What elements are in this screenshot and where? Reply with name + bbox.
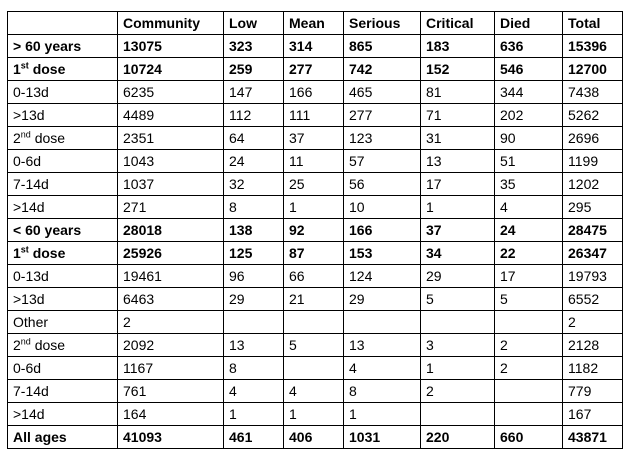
table-cell: 1167	[118, 357, 224, 380]
table-cell: 57	[344, 150, 421, 173]
table-cell: 1043	[118, 150, 224, 173]
table-cell: 865	[344, 35, 421, 58]
table-cell: 461	[224, 426, 284, 449]
table-cell: 465	[344, 81, 421, 104]
table-cell: 1	[421, 196, 495, 219]
row-label: 7-14d	[13, 383, 49, 399]
table-cell	[495, 380, 563, 403]
table-cell: 17	[495, 265, 563, 288]
table-container	[7, 11, 622, 449]
table-cell: 406	[284, 426, 344, 449]
row-label: 1	[13, 61, 21, 77]
row-label-cell	[8, 403, 118, 426]
header-cell: Died	[495, 12, 563, 35]
table-cell: 112	[224, 104, 284, 127]
row-label-cell	[8, 426, 118, 449]
row-label: All ages	[13, 429, 67, 445]
table-cell: 1	[224, 403, 284, 426]
table-cell: 22	[495, 242, 563, 265]
table-cell: 220	[421, 426, 495, 449]
table-row	[8, 265, 623, 288]
row-label: 0-6d	[13, 360, 42, 376]
table-cell: 17	[421, 173, 495, 196]
row-label: 7-14d	[13, 176, 49, 192]
table-cell: 636	[495, 35, 563, 58]
table-cell: 71	[421, 104, 495, 127]
table-cell: 7438	[563, 81, 623, 104]
table-row	[8, 219, 623, 242]
table-cell: 546	[495, 58, 563, 81]
row-label-cell	[8, 334, 118, 357]
table-cell: 12700	[563, 58, 623, 81]
row-label-cell	[8, 265, 118, 288]
row-label-cell	[8, 242, 118, 265]
table-cell: 34	[421, 242, 495, 265]
table-cell: 29	[344, 288, 421, 311]
table-cell: 271	[118, 196, 224, 219]
row-label: 1	[13, 245, 21, 261]
table-cell: 25	[284, 173, 344, 196]
row-label-cell	[8, 81, 118, 104]
table-cell: 51	[495, 150, 563, 173]
table-cell: 2	[495, 334, 563, 357]
table-cell: 66	[284, 265, 344, 288]
header-cell: Critical	[421, 12, 495, 35]
table-row	[8, 81, 623, 104]
table-cell: 10	[344, 196, 421, 219]
table-cell: 28475	[563, 219, 623, 242]
table-cell: 37	[284, 127, 344, 150]
table-cell: 1	[421, 357, 495, 380]
table-row	[8, 426, 623, 449]
table-row	[8, 104, 623, 127]
table-cell: 761	[118, 380, 224, 403]
table-cell: 5262	[563, 104, 623, 127]
header-cell: Serious	[344, 12, 421, 35]
table-cell: 2128	[563, 334, 623, 357]
table-cell: 2696	[563, 127, 623, 150]
table-cell: 13	[421, 150, 495, 173]
table-row	[8, 288, 623, 311]
table-cell: 2	[495, 357, 563, 380]
table-cell: 742	[344, 58, 421, 81]
table-row	[8, 150, 623, 173]
table-cell: 24	[495, 219, 563, 242]
table-cell: 153	[344, 242, 421, 265]
header-cell: Low	[224, 12, 284, 35]
table-cell: 10724	[118, 58, 224, 81]
table-cell: 4	[344, 357, 421, 380]
table-row	[8, 334, 623, 357]
table-cell: 183	[421, 35, 495, 58]
table-cell: 13075	[118, 35, 224, 58]
table-cell	[284, 357, 344, 380]
table-cell: 138	[224, 219, 284, 242]
row-label-suffix: dose	[28, 61, 66, 77]
table-cell: 344	[495, 81, 563, 104]
table-cell: 259	[224, 58, 284, 81]
table-cell: 4489	[118, 104, 224, 127]
header-cell: Total	[563, 12, 623, 35]
table-cell	[495, 403, 563, 426]
row-label: 2	[13, 337, 21, 353]
table-cell: 92	[284, 219, 344, 242]
table-cell: 166	[284, 81, 344, 104]
table-cell: 90	[495, 127, 563, 150]
table-cell: 111	[284, 104, 344, 127]
table-cell: 323	[224, 35, 284, 58]
table-cell: 277	[344, 104, 421, 127]
row-label-cell	[8, 127, 118, 150]
row-label-cell	[8, 357, 118, 380]
table-cell: 64	[224, 127, 284, 150]
table-cell: 13	[224, 334, 284, 357]
table-cell: 125	[224, 242, 284, 265]
table-cell: 4	[495, 196, 563, 219]
row-label: 2	[13, 130, 21, 146]
table-row	[8, 242, 623, 265]
table-cell: 25926	[118, 242, 224, 265]
row-label: >14d	[13, 406, 45, 422]
table-cell: 35	[495, 173, 563, 196]
row-label: > 60 years	[13, 38, 82, 54]
table-cell: 5	[284, 334, 344, 357]
table-cell: 1199	[563, 150, 623, 173]
table-cell: 1037	[118, 173, 224, 196]
row-label-cell	[8, 150, 118, 173]
table-cell: 26347	[563, 242, 623, 265]
table-cell: 1202	[563, 173, 623, 196]
table-cell: 11	[284, 150, 344, 173]
table-cell: 32	[224, 173, 284, 196]
table-cell: 1031	[344, 426, 421, 449]
table-row	[8, 127, 623, 150]
table-row	[8, 173, 623, 196]
row-label: >13d	[13, 291, 45, 307]
table-cell: 15396	[563, 35, 623, 58]
table-cell: 21	[284, 288, 344, 311]
table-cell: 87	[284, 242, 344, 265]
table-cell: 8	[224, 196, 284, 219]
table-cell: 2092	[118, 334, 224, 357]
row-label: < 60 years	[13, 222, 82, 238]
table-cell: 123	[344, 127, 421, 150]
table-cell: 5	[495, 288, 563, 311]
table-cell: 164	[118, 403, 224, 426]
table-body	[8, 35, 623, 449]
row-label-ordinal-suffix: st	[20, 244, 29, 255]
table-cell	[421, 403, 495, 426]
header-cell: Community	[118, 12, 224, 35]
header-cell: Mean	[284, 12, 344, 35]
table-cell	[284, 311, 344, 334]
table-cell: 1	[284, 196, 344, 219]
row-label-ordinal-suffix: nd	[20, 336, 31, 347]
row-label-cell	[8, 311, 118, 334]
row-label-suffix: dose	[30, 130, 66, 146]
table-cell: 28018	[118, 219, 224, 242]
table-cell: 2351	[118, 127, 224, 150]
table-cell: 81	[421, 81, 495, 104]
table-row	[8, 35, 623, 58]
table-cell: 4	[224, 380, 284, 403]
table-cell: 19461	[118, 265, 224, 288]
table-cell: 41093	[118, 426, 224, 449]
table-row	[8, 357, 623, 380]
row-label: 0-6d	[13, 153, 42, 169]
table-cell: 2	[118, 311, 224, 334]
table-cell: 8	[344, 380, 421, 403]
row-label: >14d	[13, 199, 45, 215]
table-cell: 202	[495, 104, 563, 127]
header-row	[8, 12, 623, 35]
table-cell: 6463	[118, 288, 224, 311]
row-label-ordinal-suffix: st	[20, 60, 29, 71]
table-cell: 147	[224, 81, 284, 104]
row-label: 0-13d	[13, 84, 49, 100]
row-label-cell	[8, 196, 118, 219]
table-cell: 314	[284, 35, 344, 58]
table-cell: 56	[344, 173, 421, 196]
row-label-cell	[8, 58, 118, 81]
table-cell: 1	[284, 403, 344, 426]
table-cell: 13	[344, 334, 421, 357]
table-cell: 19793	[563, 265, 623, 288]
table-cell: 29	[421, 265, 495, 288]
table-cell: 6235	[118, 81, 224, 104]
table-cell: 124	[344, 265, 421, 288]
table-cell	[344, 311, 421, 334]
row-label-cell	[8, 219, 118, 242]
table-cell: 31	[421, 127, 495, 150]
table-cell: 24	[224, 150, 284, 173]
table-row	[8, 311, 623, 334]
row-label-cell	[8, 380, 118, 403]
table-header	[8, 12, 623, 35]
table-cell: 167	[563, 403, 623, 426]
row-label-suffix: dose	[28, 245, 66, 261]
table-cell: 1	[344, 403, 421, 426]
vaccination-outcomes-table	[7, 11, 623, 449]
row-label-cell	[8, 35, 118, 58]
table-cell	[495, 311, 563, 334]
table-cell: 3	[421, 334, 495, 357]
table-cell: 8	[224, 357, 284, 380]
table-row	[8, 403, 623, 426]
table-cell: 1182	[563, 357, 623, 380]
row-label: 0-13d	[13, 268, 49, 284]
table-cell: 29	[224, 288, 284, 311]
row-label-cell	[8, 173, 118, 196]
table-cell: 2	[421, 380, 495, 403]
header-cell-blank	[8, 12, 118, 35]
table-cell: 295	[563, 196, 623, 219]
table-cell: 2	[563, 311, 623, 334]
table-cell: 37	[421, 219, 495, 242]
table-cell: 4	[284, 380, 344, 403]
row-label-cell	[8, 288, 118, 311]
table-row	[8, 196, 623, 219]
table-cell: 43871	[563, 426, 623, 449]
table-cell: 277	[284, 58, 344, 81]
row-label: >13d	[13, 107, 45, 123]
row-label-suffix: dose	[30, 337, 66, 353]
table-cell: 5	[421, 288, 495, 311]
table-cell	[224, 311, 284, 334]
table-cell: 166	[344, 219, 421, 242]
row-label-cell	[8, 104, 118, 127]
table-cell: 6552	[563, 288, 623, 311]
table-row	[8, 58, 623, 81]
table-cell	[421, 311, 495, 334]
table-cell: 152	[421, 58, 495, 81]
row-label: Other	[13, 314, 49, 330]
table-cell: 660	[495, 426, 563, 449]
table-cell: 779	[563, 380, 623, 403]
row-label-ordinal-suffix: nd	[20, 129, 31, 140]
table-cell: 96	[224, 265, 284, 288]
table-row	[8, 380, 623, 403]
